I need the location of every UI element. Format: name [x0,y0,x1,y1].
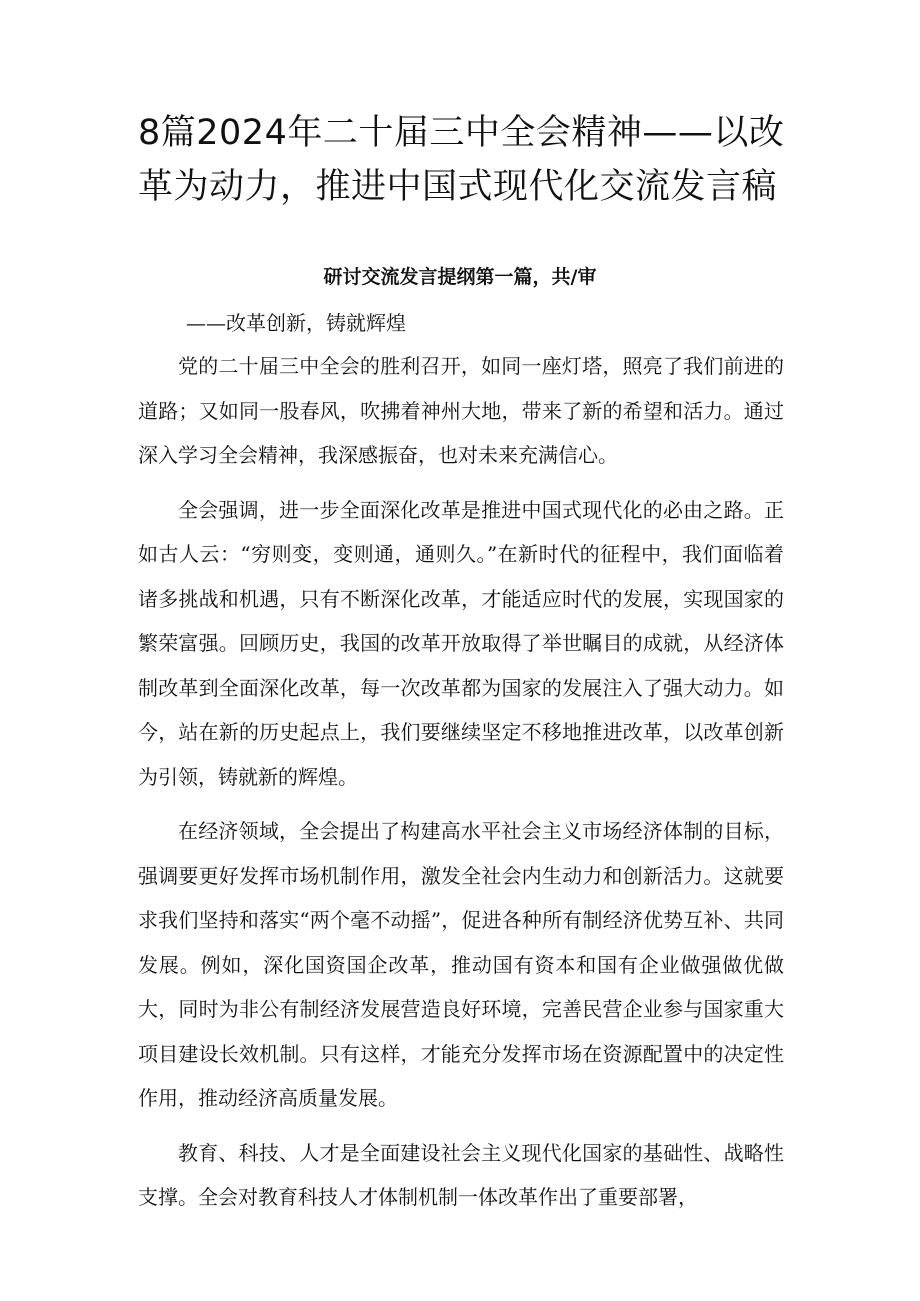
body-paragraph: 在经济领域，全会提出了构建高水平社会主义市场经济体制的目标，强调要更好发挥市场机制作用，激发全社会内生动力和创新活力。这就要求我们坚持和落实“两个毫不动摇”，促进各种所有制经济优势互补、共同发展。例如，深化国资国企改革，推动国有资本和国有企业做强做优做大，同时为非公有制经济发展营造良好环境，完善民营企业参与国家重大项目建设长效机制。只有这样，才能充分发挥市场在资源配置中的决定性作用，推动经济高质量发展。 [138,819,784,1110]
body-paragraph: 教育、科技、人才是全面建设社会主义现代化国家的基础性、战略性支撑。全会对教育科技人才体制机制一体改革作出了重要部署， [138,1140,784,1209]
section-subtitle: ——改革创新，铸就辉煌 [186,311,406,335]
document-title: 8篇2024年二十届三中全会精神——以改革为动力，推进中国式现代化交流发言稿 [138,113,785,207]
section-heading: 研讨交流发言提纲第一篇，共/审 [323,266,597,288]
body-paragraph: 党的二十届三中全会的胜利召开，如同一座灯塔，照亮了我们前进的道路；又如同一股春风，吹拂着神州大地，带来了新的希望和活力。通过深入学习全会精神，我深感振奋，也对未来充满信心。 [138,354,784,467]
document-body [138,344,784,1220]
body-paragraph: 全会强调，进一步全面深化改革是推进中国式现代化的必由之路。正如古人云：“穷则变，变则通，通则久。”在新时代的征程中，我们面临着诸多挑战和机遇，只有不断深化改革，才能适应时代的发展，实现国家的繁荣富强。回顾历史，我国的改革开放取得了举世瞩目的成就，从经济体制改革到全面深化改革，每一次改革都为国家的发展注入了强大动力。如今，站在新的历史起点上，我们要继续坚定不移地推进改革，以改革创新为引领，铸就新的辉煌。 [138,497,784,789]
